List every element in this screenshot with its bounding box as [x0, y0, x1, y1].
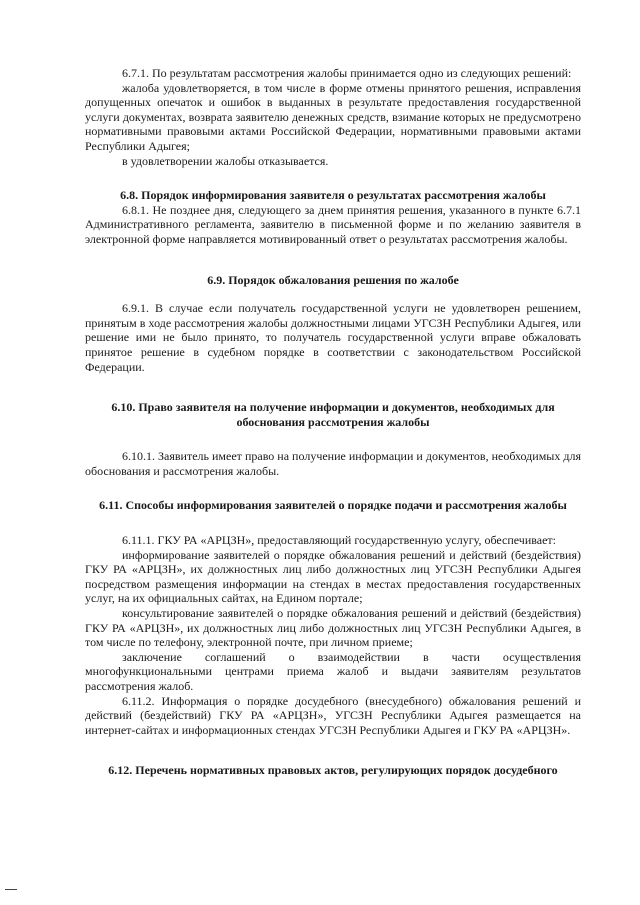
paragraph-6-10-1: 6.10.1. Заявитель имеет право на получение информации и документов, необходимых для обоснования и рассмотрения жалобы. [85, 449, 581, 478]
paragraph-6-11-2: 6.11.2. Информация о порядке досудебного (внесудебного) обжалования решений и действий (бездействий) ГКУ РА «АРЦЗН», УГСЗН Республики Адыгея размещается на интернет-сайтах и информационных стендах УГСЗН Республики Адыгея и ГКУ РА «АРЦЗН». [85, 693, 581, 737]
paragraph-6-8-1: 6.8.1. Не позднее дня, следующего за днем принятия решения, указанного в пункте 6.7.1 Административного регламента, заявителю в письменной форме и по желанию заявителя в электронной форме направляется мотивированный ответ о результатах рассмотрения жалобы. [85, 202, 581, 246]
paragraph-6-7-1: 6.7.1. По результатам рассмотрения жалобы принимается одно из следующих решений: [122, 66, 572, 80]
paragraph-consulting: консультирование заявителей о порядке обжалования решений и действий (бездействия) ГКУ РА «АРЦЗН», их должностных лиц либо должностных лиц УГСЗН Республики Адыгея, в том числе по телефону, электронной почте, при личном приеме; [85, 606, 581, 650]
paragraph-informing: информирование заявителей о порядке обжалования решений и действий (бездействия) ГКУ РА «АРЦЗН», их должностных лиц либо должностных лиц УГСЗН Республики Адыгея посредством размещения информации на стендах в местах предоставления государственных услуг, на их официальных сайтах, на Едином портале; [85, 547, 581, 606]
page-footer-mark [5, 889, 17, 890]
document-page [85, 66, 581, 778]
heading-6-8: 6.8. Порядок информирования заявителя о результатах рассмотрения жалобы [120, 188, 546, 203]
heading-6-12: 6.12. Перечень нормативных правовых актов, регулирующих порядок досудебного [108, 763, 558, 778]
heading-6-11: 6.11. Способы информирования заявителей о порядке подачи и рассмотрения жалобы [99, 498, 567, 513]
heading-6-10: 6.10. Право заявителя на получение информации и документов, необходимых для обоснования рассмотрения жалобы [111, 400, 555, 429]
paragraph-agreements: заключение соглашений о взаимодействии в части осуществления многофункциональными центрами приема жалоб и выдачи заявителям результатов рассмотрения жалоб. [85, 649, 581, 693]
paragraph-6-9-1: 6.9.1. В случае если получатель государственной услуги не удовлетворен решением, принятым в ходе рассмотрения жалобы должностными лицами УГСЗН Республики Адыгея, или решение ими не было принято, то получатель государственной услуги вправе обжаловать принятое решение в судебном порядке в соответствии с законодательством Российской Федерации. [85, 301, 581, 374]
paragraph-complaint-satisfied: жалоба удовлетворяется, в том числе в форме отмены принятого решения, исправления допущенных опечаток и ошибок в выданных в результате предоставления государственной услуги документах, возврата заявителю денежных средств, взимание которых не предусмотрено нормативными правовыми актами Российской Федерации, нормативными правовыми актами Республики Адыгея; [85, 80, 581, 153]
heading-6-9: 6.9. Порядок обжалования решения по жалобе [207, 272, 459, 287]
paragraph-complaint-rejected: в удовлетворении жалобы отказывается. [122, 153, 329, 168]
paragraph-6-11-1: 6.11.1. ГКУ РА «АРЦЗН», предоставляющий государственную услугу, обеспечивает: [122, 533, 556, 548]
